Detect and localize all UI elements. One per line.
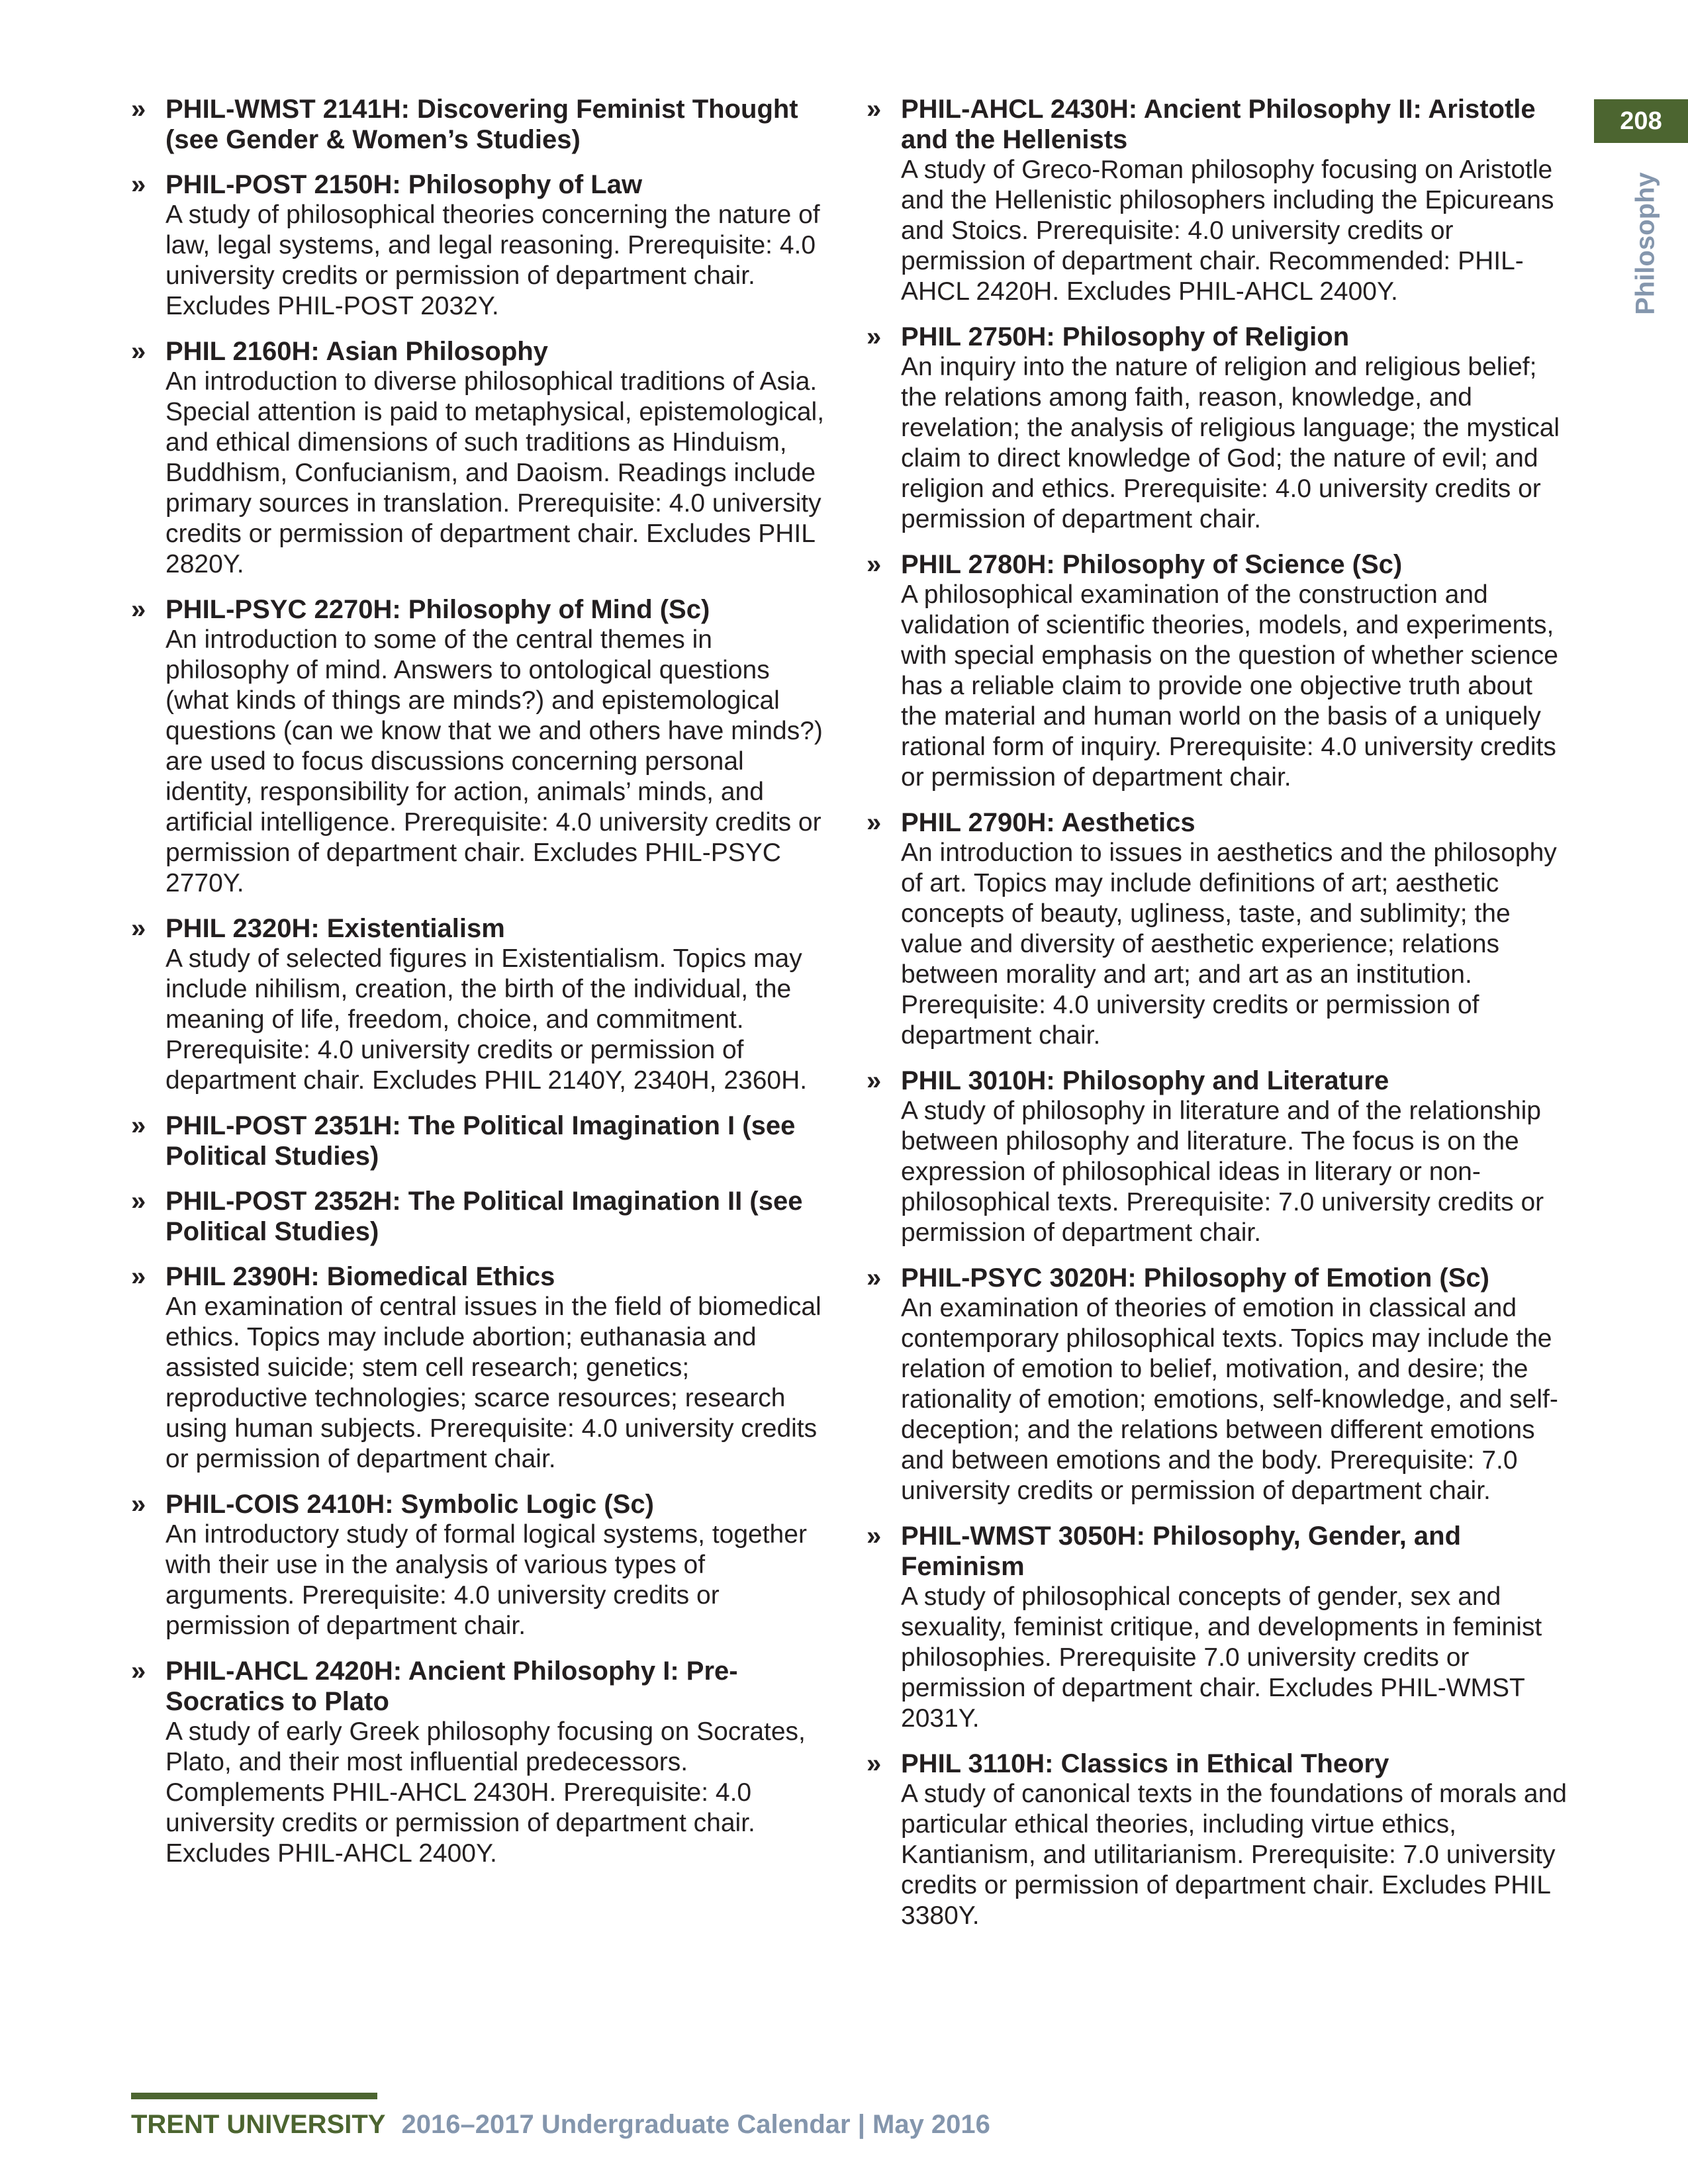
section-side-label: [1626, 171, 1665, 316]
course-entry: [867, 1749, 1568, 1931]
course-description: An introductory study of formal logical systems, together with their use in the analysis of various types of arguments. Prerequisite: 4.0 university credits or permission of department chair.: [165, 1520, 807, 1640]
bullet-marker: »: [867, 1522, 882, 1551]
course-entry: [867, 94, 1568, 307]
course-entry: [867, 807, 1568, 1051]
bullet-marker: »: [131, 95, 146, 124]
left-column: [131, 94, 833, 1884]
course-title: PHIL-WMST 3050H: Philosophy, Gender, and Feminism: [901, 1522, 1462, 1581]
course-entry: [131, 1186, 833, 1247]
bullet-marker: »: [867, 808, 882, 837]
bullet-marker: »: [131, 1111, 146, 1140]
bullet-marker: »: [131, 1490, 146, 1519]
course-entry: [867, 1066, 1568, 1248]
course-description: An examination of theories of emotion in classical and contemporary philosophical texts. Topics may include the relation of emotion to belief, motivation, and desire; the rationality of emotion; emotions, self-knowledge, and self-deception; and the relations between different emotions and between emotions and the body. Prerequisite: 7.0 university credits or permission of department chair.: [901, 1294, 1558, 1505]
course-description: An examination of central issues in the field of biomedical ethics. Topics may include abortion; euthanasia and assisted suicide; stem cell research; genetics; reproductive technologies; scarce resources; research using human subjects. Prerequisite: 4.0 university credits or permission of department chair.: [165, 1293, 821, 1473]
course-description: A study of philosophical theories concerning the nature of law, legal systems, and legal reasoning. Prerequisite: 4.0 university credits or permission of department chair. Excludes PHIL-POST 2032Y.: [165, 201, 820, 320]
course-title: PHIL-WMST 2141H: Discovering Feminist Thought (see Gender & Women’s Studies): [165, 95, 798, 154]
footer-calendar: 2016–2017 Undergraduate Calendar | May 2016: [401, 2110, 990, 2139]
footer-university: TRENT UNIVERSITY: [131, 2110, 386, 2139]
course-description: A study of Greco-Roman philosophy focusing on Aristotle and the Hellenistic philosophers including the Epicureans and Stoics. Prerequisite: 4.0 university credits or permission of department chair. Recommended: PHIL-AHCL 2420H. Excludes PHIL-AHCL 2400Y.: [901, 156, 1554, 306]
section-label-text: Philosophy: [1630, 172, 1660, 315]
course-entry: [867, 1263, 1568, 1506]
course-title: PHIL 2750H: Philosophy of Religion: [901, 322, 1350, 351]
bullet-marker: »: [867, 1066, 882, 1095]
course-title: PHIL 3010H: Philosophy and Literature: [901, 1066, 1389, 1095]
bullet-marker: »: [131, 914, 146, 943]
bullet-marker: »: [867, 95, 882, 124]
course-title: PHIL 2790H: Aesthetics: [901, 808, 1196, 837]
course-title: PHIL 2320H: Existentialism: [165, 914, 505, 943]
course-entry: [131, 594, 833, 899]
course-entry: [131, 94, 833, 155]
footer-rule: [131, 2093, 377, 2099]
course-title: PHIL 2160H: Asian Philosophy: [165, 337, 548, 366]
bullet-marker: »: [131, 1187, 146, 1216]
course-entry: [131, 1656, 833, 1869]
course-description: A study of philosophical concepts of gender, sex and sexuality, feminist critique, and developments in feminist philosophies. Prerequisite 7.0 university credits or permission of department chair. Excludes PHIL-WMST 2031Y.: [901, 1582, 1542, 1733]
bullet-marker: »: [131, 595, 146, 624]
course-entry: [131, 1489, 833, 1641]
bullet-marker: »: [131, 1657, 146, 1686]
bullet-marker: »: [131, 337, 146, 366]
course-entry: [131, 169, 833, 322]
course-title: PHIL-COIS 2410H: Symbolic Logic (Sc): [165, 1490, 654, 1519]
course-title: PHIL-PSYC 2270H: Philosophy of Mind (Sc): [165, 595, 710, 624]
bullet-marker: »: [867, 1749, 882, 1778]
course-entry: [867, 322, 1568, 535]
course-title: PHIL-AHCL 2420H: Ancient Philosophy I: Pre-Socratics to Plato: [165, 1657, 738, 1716]
course-entry: [131, 336, 833, 580]
course-entry: [131, 1261, 833, 1475]
course-description: A study of early Greek philosophy focusing on Socrates, Plato, and their most influential predecessors. Complements PHIL-AHCL 2430H. Prerequisite: 4.0 university credits or permission of department chair. Excludes PHIL-AHCL 2400Y.: [165, 1717, 806, 1868]
course-description: A study of canonical texts in the foundations of morals and particular ethical theories, including virtue ethics, Kantianism, and utilitarianism. Prerequisite: 7.0 university credits or permission of department chair. Excludes PHIL 3380Y.: [901, 1780, 1567, 1930]
bullet-marker: »: [867, 322, 882, 351]
bullet-marker: »: [867, 550, 882, 579]
course-title: PHIL-PSYC 3020H: Philosophy of Emotion (Sc): [901, 1263, 1489, 1293]
course-description: A philosophical examination of the construction and validation of scientific theories, models, and experiments, with special emphasis on the question of whether science has a reliable claim to provide one objective truth about the material and human world on the basis of a uniquely rational form of inquiry. Prerequisite: 4.0 university credits or permission of department chair.: [901, 580, 1558, 792]
page-number-badge: 208: [1594, 99, 1688, 143]
course-title: PHIL-POST 2351H: The Political Imagination I (see Political Studies): [165, 1111, 796, 1171]
course-description: A study of philosophy in literature and of the relationship between philosophy and literature. The focus is on the expression of philosophical ideas in literary or non-philosophical texts. Prerequisite: 7.0 university credits or permission of department chair.: [901, 1097, 1544, 1247]
course-title: PHIL 2390H: Biomedical Ethics: [165, 1262, 555, 1291]
course-entry: [867, 1521, 1568, 1734]
course-description: An introduction to issues in aesthetics and the philosophy of art. Topics may include definitions of art; aesthetic concepts of beauty, ugliness, taste, and sublimity; the value and diversity of aesthetic experience; relations between morality and art; and art as an institution. Prerequisite: 4.0 university credits or permission of department chair.: [901, 839, 1557, 1050]
course-title: PHIL-POST 2150H: Philosophy of Law: [165, 170, 643, 199]
course-title: PHIL 2780H: Philosophy of Science (Sc): [901, 550, 1403, 579]
bullet-marker: »: [131, 1262, 146, 1291]
course-title: PHIL-AHCL 2430H: Ancient Philosophy II: Aristotle and the Hellenists: [901, 95, 1536, 154]
course-title: PHIL-POST 2352H: The Political Imagination II (see Political Studies): [165, 1187, 803, 1246]
right-column: [867, 94, 1568, 1946]
bullet-marker: »: [131, 170, 146, 199]
bullet-marker: »: [867, 1263, 882, 1293]
course-entry: [867, 549, 1568, 793]
course-description: An inquiry into the nature of religion and religious belief; the relations among faith, reason, knowledge, and revelation; the analysis of religious language; the mystical claim to direct knowledge of God; the nature of evil; and religion and ethics. Prerequisite: 4.0 university credits or permission of department chair.: [901, 353, 1560, 533]
course-description: A study of selected figures in Existentialism. Topics may include nihilism, creation, the birth of the individual, the meaning of life, freedom, choice, and commitment. Prerequisite: 4.0 university credits or permission of department chair. Excludes PHIL 2140Y, 2340H, 2360H.: [165, 944, 808, 1095]
page-footer: [131, 2110, 990, 2140]
course-entry: [131, 913, 833, 1096]
course-description: An introduction to some of the central themes in philosophy of mind. Answers to ontological questions (what kinds of things are minds?) and epistemological questions (can we know that we and others have minds?) are used to focus discussions concerning personal identity, responsibility for action, animals’ minds, and artificial intelligence. Prerequisite: 4.0 university credits or permission of department chair. Excludes PHIL-PSYC 2770Y.: [165, 625, 823, 897]
course-description: An introduction to diverse philosophical traditions of Asia. Special attention is paid to metaphysical, epistemological, and ethical dimensions of such traditions as Hinduism, Buddhism, Confucianism, and Daoism. Readings include primary sources in translation. Prerequisite: 4.0 university credits or permission of department chair. Excludes PHIL 2820Y.: [165, 367, 825, 578]
course-title: PHIL 3110H: Classics in Ethical Theory: [901, 1749, 1389, 1778]
course-entry: [131, 1111, 833, 1171]
